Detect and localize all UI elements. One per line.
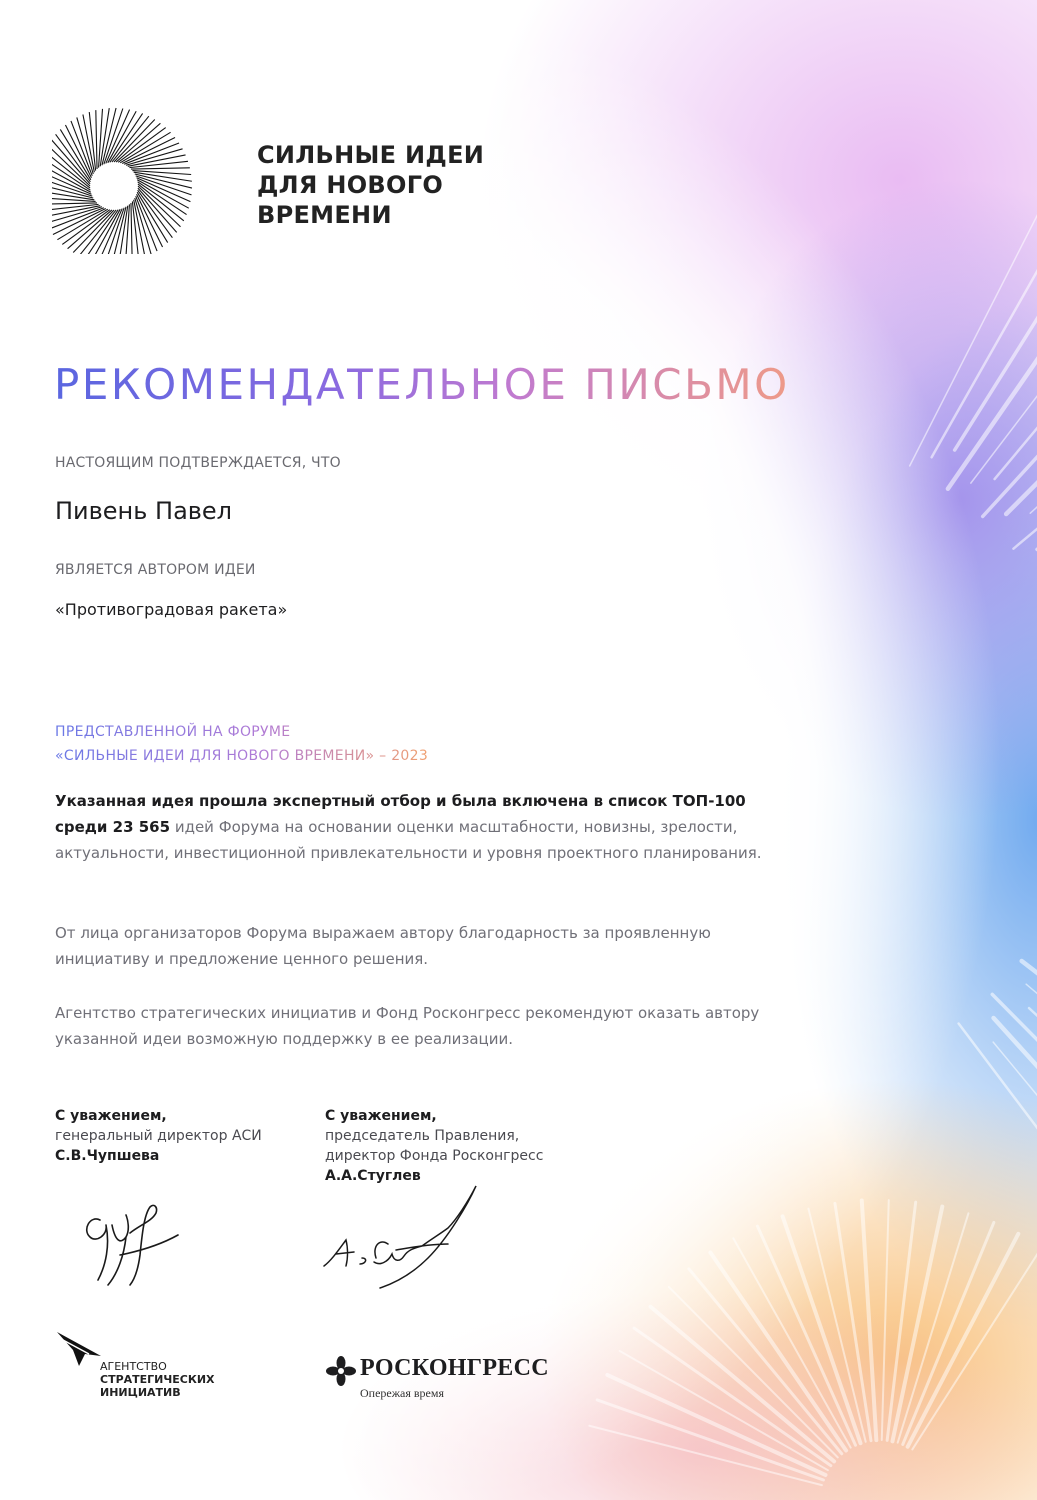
paragraph-selection-rest: идей Форума на основании оценки масштабности, новизны, зрелости, актуальности, инвестиционной привлекательности и уровня проектного планирования. <box>55 818 762 862</box>
sunburst-logo-icon <box>52 86 220 254</box>
signatory-right <box>325 1106 543 1186</box>
roscongress-logo-icon <box>325 1355 357 1387</box>
forum-line-1: ПРЕДСТАВЛЕННОЙ НА ФОРУМЕ <box>55 724 291 740</box>
forum-heading <box>55 720 428 768</box>
signature-left-image <box>60 1185 200 1295</box>
forum-line-2: «СИЛЬНЫЕ ИДЕИ ДЛЯ НОВОГО ВРЕМЕНИ» – 2023 <box>55 748 429 764</box>
signatory-left-position: генеральный директор АСИ <box>55 1128 262 1144</box>
paragraph-gratitude: От лица организаторов Форума выражаем автору благодарность за проявленную инициативу и предложение ценного решения. <box>55 924 711 968</box>
brand-line-1: СИЛЬНЫЕ ИДЕИ <box>257 141 485 169</box>
person-name: Пивень Павел <box>55 497 233 525</box>
signature-right-image <box>318 1178 488 1298</box>
brand-wordmark <box>257 140 484 230</box>
roscongress-logo-name: РОСКОНГРЕСС <box>360 1355 549 1381</box>
brand-line-3: ВРЕМЕНИ <box>257 201 392 229</box>
paragraph-selection-bold: Указанная идея прошла экспертный отбор и была включена в список ТОП-100 среди 23 565 <box>55 792 746 836</box>
roscongress-logo-tagline: Опережая время <box>360 1386 444 1400</box>
idea-title: «Противоградовая ракета» <box>55 600 288 619</box>
document-title: РЕКОМЕНДАТЕЛЬНОЕ ПИСЬМО <box>54 360 790 409</box>
signatory-right-position-1: председатель Правления, <box>325 1128 520 1144</box>
author-caption: ЯВЛЯЕТСЯ АВТОРОМ ИДЕИ <box>55 562 256 578</box>
asi-logo-text <box>100 1360 215 1399</box>
signatory-left-name: С.В.Чупшева <box>55 1148 160 1164</box>
brand-line-2: ДЛЯ НОВОГО <box>257 171 444 199</box>
paragraph-recommendation: Агентство стратегических инициатив и Фонд Росконгресс рекомендуют оказать автору указанной идеи возможную поддержку в ее реализации. <box>55 1004 760 1048</box>
signatory-right-name: А.А.Стуглев <box>325 1168 421 1184</box>
asi-logo-line-2: СТРАТЕГИЧЕСКИХ <box>100 1373 215 1386</box>
signatory-right-position-2: директор Фонда Росконгресс <box>325 1148 544 1164</box>
signatory-right-greeting: С уважением, <box>325 1108 437 1124</box>
confirm-caption: НАСТОЯЩИМ ПОДТВЕРЖДАЕТСЯ, ЧТО <box>55 455 341 471</box>
asi-logo-icon <box>55 1330 105 1370</box>
asi-logo-line-3: ИНИЦИАТИВ <box>100 1386 181 1399</box>
signatory-left <box>55 1106 262 1166</box>
asi-logo-line-1: АГЕНТСТВО <box>100 1360 167 1373</box>
paragraph-selection <box>55 788 775 866</box>
signatory-left-greeting: С уважением, <box>55 1108 167 1124</box>
